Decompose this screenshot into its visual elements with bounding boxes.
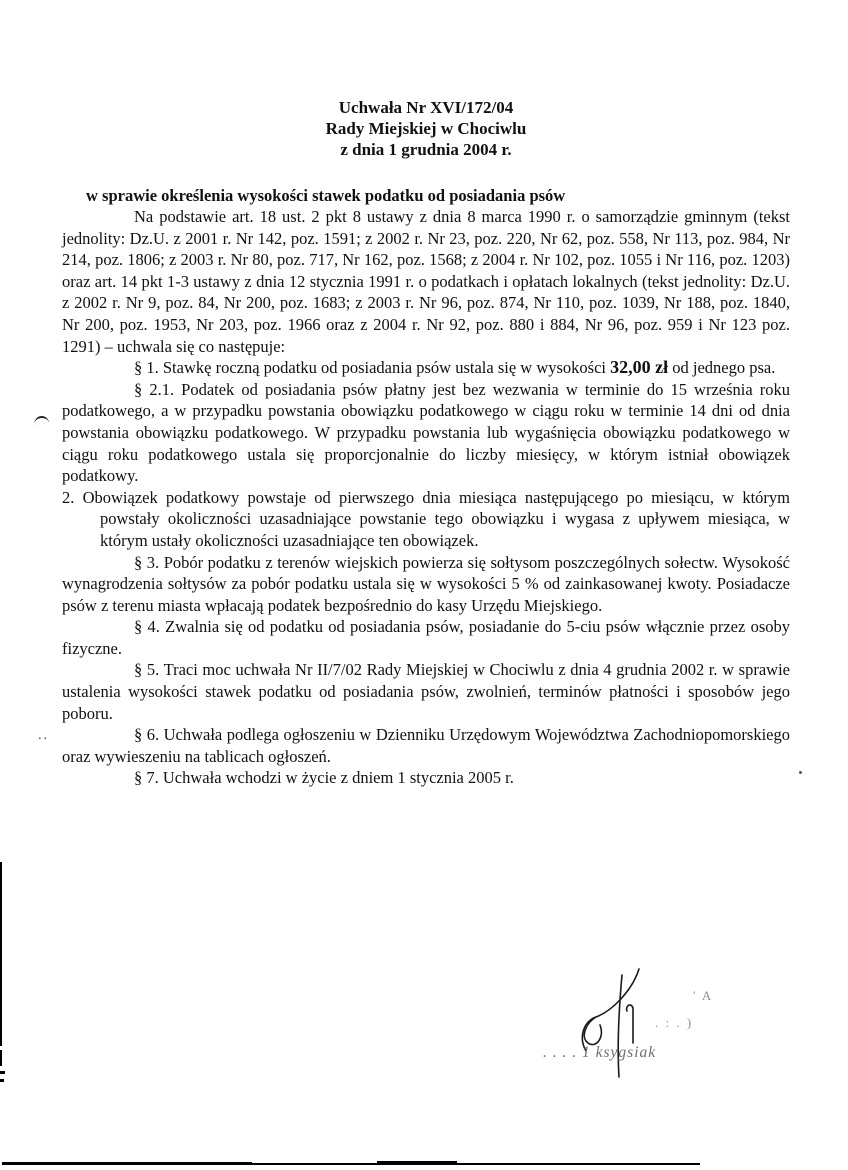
title-line-3: z dnia 1 grudnia 2004 r. (340, 140, 512, 159)
scan-artifact-margin-dash (34, 415, 50, 424)
preamble-paragraph: Na podstawie art. 18 ust. 2 pkt 8 ustawy z dnia 8 marca 1990 r. o samorządzie gminnym (tekst jednolity: Dz.U. z 2001 r. Nr 142, poz. 1591; z 2002 r. Nr 23, poz. 220, Nr 62, poz. 558, Nr 113, poz. 984, Nr 214, poz. 1806; z 2003 r. Nr 80, poz. 717, Nr 162, poz. 1568; z 2004 r. Nr 102, poz. 1055 i Nr 116, poz. 1203) oraz art. 14 pkt 1-3 ustawy z dnia 12 stycznia 1991 r. o podatkach i opłatach lokalnych (tekst jednolity: Dz.U. z 2002 r. Nr 9, poz. 84, Nr 200, poz. 1683; z 2003 r. Nr 96, poz. 874, Nr 110, poz. 1039, Nr 188, poz. 1840, Nr 200, poz. 1953, Nr 203, poz. 1966 oraz z 2004 r. Nr 92, poz. 880 i 884, Nr 96, poz. 959 i Nr 123 poz. 1291) – uchwala się co następuje: (62, 207, 790, 356)
paragraph-2-item (62, 487, 790, 552)
scan-artifact-bottom-rule-left (2, 1162, 252, 1165)
paragraph-6: § 6. Uchwała podlega ogłoszeniu w Dzienniku Urzędowym Województwa Zachodniopomorskiego oraz wywieszeniu na tablicach ogłoszeń. (62, 725, 790, 766)
paragraph-1-text: § 1. Stawkę roczną podatku od posiadania psów ustala się w wysokości (134, 358, 611, 378)
stamp-fragment-middle: . : . ) (655, 1015, 694, 1030)
scan-artifact-left-edge-line-2 (0, 1050, 2, 1066)
signature-mark (578, 963, 648, 1081)
document-content (62, 0, 790, 789)
paragraph-3: § 3. Pobór podatku z terenów wiejskich powierza się sołtysom poszczególnych sołectw. Wysokość wynagrodzenia sołtysów za pobór podatku ustala się w wysokości 5 % od zainkasowanej kwoty. Posiadacze psów z terenu miasta wpłacają podatek bezpośrednio do kasy Urzędu Miejskiego. (62, 552, 790, 615)
list-marker: 2. (62, 487, 75, 507)
paragraph-1 (62, 357, 790, 379)
tax-amount: 32,00 zł (610, 357, 669, 378)
scan-artifact-bottom-rule-blob (377, 1161, 457, 1165)
scan-artifact-left-edge-line (0, 862, 2, 1046)
stamp-fragment-top: ' A (693, 988, 714, 1003)
paragraph-2-1: § 2.1. Podatek od posiadania psów płatny jest bez wezwania w terminie do 15 września roku podatkowego, a w przypadku powstania obowiązku podatkowego w ciągu roku w terminie 14 dni od dnia powstania obowiązku podatkowego. W przypadku powstania lub wygaśnięcia obowiązku podatkowego w ciągu roku podatkowego ustala się proporcjonalnie do liczby miesięcy, w którym istniał obowiązek podatkowy. (62, 379, 790, 486)
scan-artifact-margin-dots: .. (38, 728, 49, 743)
document-title (62, 97, 790, 160)
title-line-2: Rady Miejskiej w Chociwlu (325, 119, 527, 138)
paragraph-5: § 5. Traci moc uchwała Nr II/7/02 Rady Miejskiej w Chociwlu z dnia 4 grudnia 2002 r. w sprawie ustalenia wysokości stawek podatku od posiadania psów, zwolnień, terminów płatności i sposobów jego poboru. (62, 660, 790, 723)
paragraph-4: § 4. Zwalnia się od podatku od posiadania psów, posiadanie do 5-ciu psów włącznie przez osoby fizyczne. (62, 617, 790, 658)
scan-artifact-bottom-rule-right (250, 1163, 700, 1165)
paragraph-7: § 7. Uchwała wchodzi w życie z dniem 1 stycznia 2005 r. (134, 768, 514, 788)
scan-artifact-left-tick-1 (0, 1071, 5, 1074)
paragraph-1-tail: od jednego psa. (668, 358, 776, 378)
title-line-1: Uchwała Nr XVI/172/04 (338, 98, 514, 117)
scan-artifact-left-tick-2 (0, 1079, 4, 1082)
list-item-text: Obowiązek podatkowy powstaje od pierwszego dnia miesiąca następującego po miesiącu, w którym powstały okoliczności uzasadniające powstanie tego obowiązku i wygasa z upływem miesiąca, w którym ustały okoliczności uzasadniające ten obowiązek. (82, 487, 790, 550)
scan-artifact-right-dot (799, 771, 802, 774)
subject-line: w sprawie określenia wysokości stawek podatku od posiadania psów (86, 186, 566, 205)
signature-name-fragment: . . . . 1 ksygsiak (543, 1044, 657, 1061)
